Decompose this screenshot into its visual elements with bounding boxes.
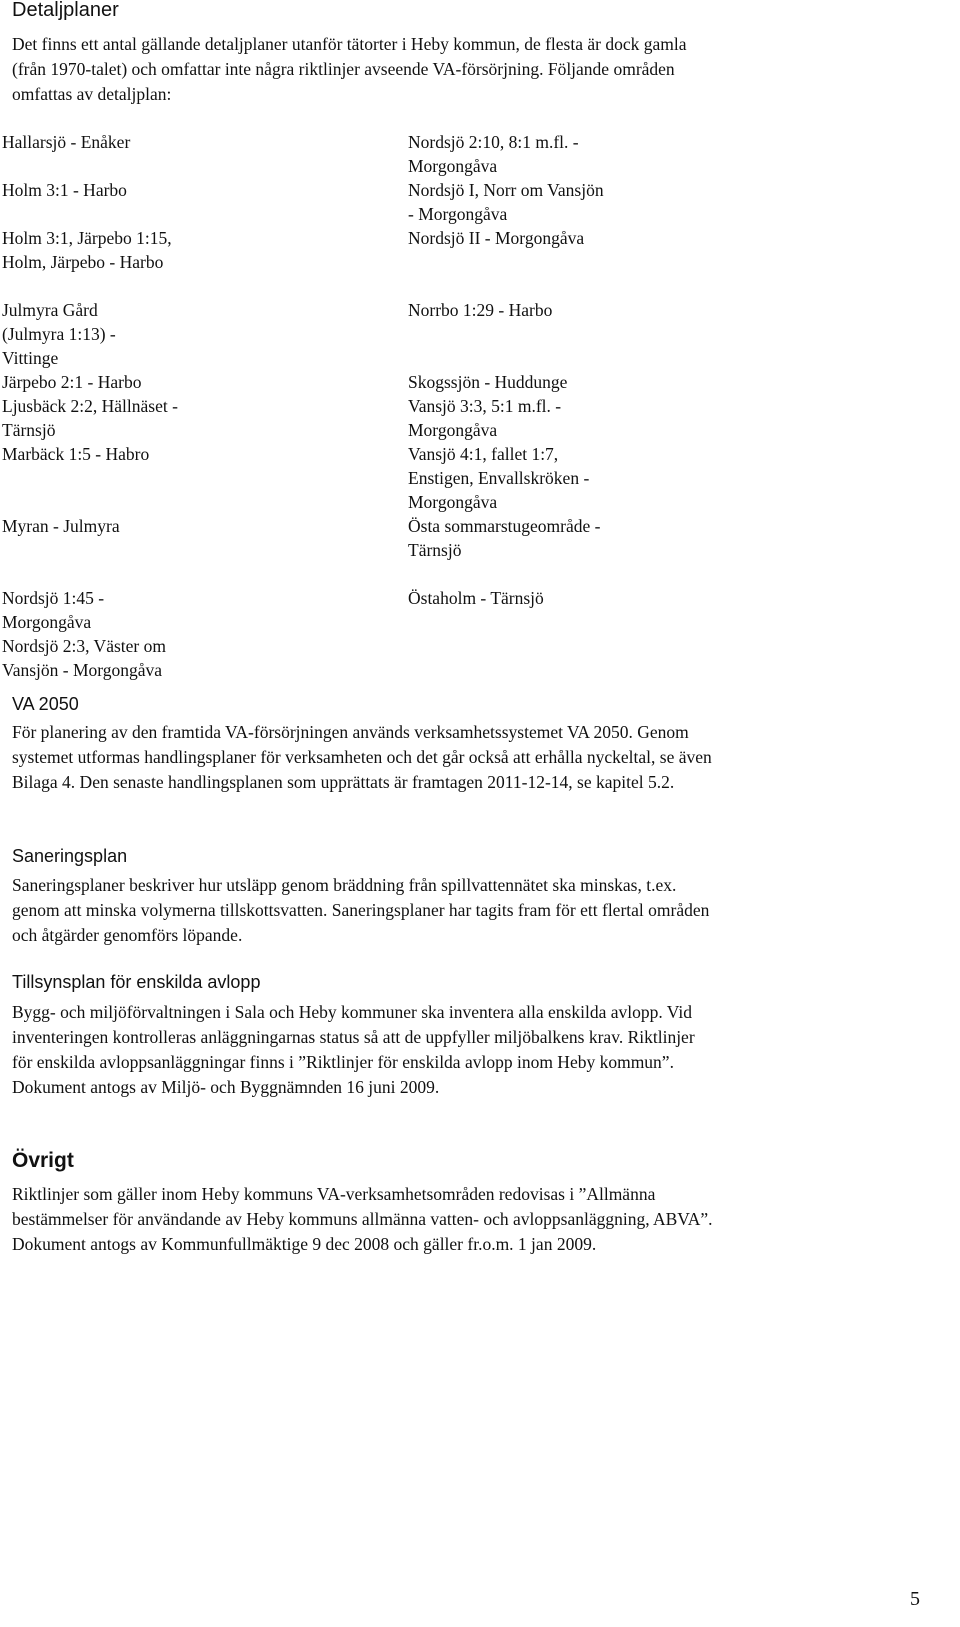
area-list-left xyxy=(2,130,202,682)
area-item: Hallarsjö - Enåker xyxy=(2,132,131,152)
saneringsplan-paragraph: Saneringsplaner beskriver hur utsläpp genom bräddning från spillvattennätet ska minskas, t.ex. genom att minska volymerna tillskottsvatten. Saneringsplaner har tagits fram för ett flertal områden och åtgärder genomförs löpande. xyxy=(12,875,710,945)
area-item: Järpebo 2:1 - Harbo xyxy=(2,372,142,392)
area-item: Norrbo 1:29 - Harbo xyxy=(408,300,553,320)
area-item: Marbäck 1:5 - Habro xyxy=(2,444,150,464)
area-item: Myran - Julmyra xyxy=(2,516,120,536)
area-item: Vansjö 3:3, 5:1 m.fl. - Morgongåva xyxy=(408,396,562,440)
section-heading-ovrigt: Övrigt xyxy=(12,1149,74,1172)
section-heading-va2050: VA 2050 xyxy=(12,694,79,714)
section-heading-detaljplaner: Detaljplaner xyxy=(12,0,119,21)
section-heading-saneringsplan: Saneringsplan xyxy=(12,846,128,866)
area-item: Nordsjö 2:3, Väster om Vansjön - Morgongåva xyxy=(2,636,166,680)
area-item: Julmyra Gård (Julmyra 1:13) - Vittinge xyxy=(2,300,116,368)
area-item: Ljusbäck 2:2, Hällnäset - Tärnsjö xyxy=(2,396,178,440)
area-item: Nordsjö I, Norr om Vansjön - Morgongåva xyxy=(408,180,604,224)
tillsynsplan-paragraph: Bygg- och miljöförvaltningen i Sala och Heby kommuner ska inventera alla enskilda avlopp. Vid inventeringen kontrolleras anläggningarnas status så att de uppfyller miljöbalkens krav. Riktlinjer för enskilda avloppsanläggningar finns i ”Riktlinjer för enskilda avlopp inom Heby kommun”. Dokument antogs av Miljö- och Byggnämnden 16 juni 2009. xyxy=(12,1002,695,1097)
va2050-paragraph: För planering av den framtida VA-försörjningen används verksamhetssystemet VA 2050. Genom systemet utformas handlingsplaner för verksamheten och det går också att erhålla nyckeltal, se även Bilaga 4. Den senaste handlingsplanen som upprättats är framtagen 2011-12-14, se kapitel 5.2. xyxy=(12,722,712,792)
area-item: Holm 3:1 - Harbo xyxy=(2,180,127,200)
area-item: Vansjö 4:1, fallet 1:7, Enstigen, Envallskröken - Morgongåva xyxy=(408,444,590,512)
section-heading-tillsynsplan: Tillsynsplan för enskilda avlopp xyxy=(12,972,261,992)
area-item: Nordsjö II - Morgongåva xyxy=(408,228,585,248)
area-item: Nordsjö 2:10, 8:1 m.fl. - Morgongåva xyxy=(408,132,579,176)
area-item: Nordsjö 1:45 - Morgongåva xyxy=(2,588,105,632)
page-number: 5 xyxy=(910,1588,920,1610)
ovrigt-paragraph: Riktlinjer som gäller inom Heby kommuns VA-verksamhetsområden redovisas i ”Allmänna bestämmelser för användande av Heby kommuns allmänna vatten- och avloppsanläggning, ABVA”. Dokument antogs av Kommunfullmäktige 9 dec 2008 och gäller fr.o.m. 1 jan 2009. xyxy=(12,1184,713,1254)
area-item: Skogssjön - Huddunge xyxy=(408,372,568,392)
area-item: Holm 3:1, Järpebo 1:15, Holm, Järpebo - Harbo xyxy=(2,228,172,272)
area-item: Östa sommarstugeområde - Tärnsjö xyxy=(408,516,601,560)
area-item: Östaholm - Tärnsjö xyxy=(408,588,544,608)
intro-paragraph: Det finns ett antal gällande detaljplaner utanför tätorter i Heby kommun, de flesta är dock gamla (från 1970-talet) och omfattar inte några riktlinjer avseende VA-försörjning. Följande områden omfattas av detaljplan: xyxy=(12,34,687,104)
area-list-right xyxy=(408,130,623,610)
